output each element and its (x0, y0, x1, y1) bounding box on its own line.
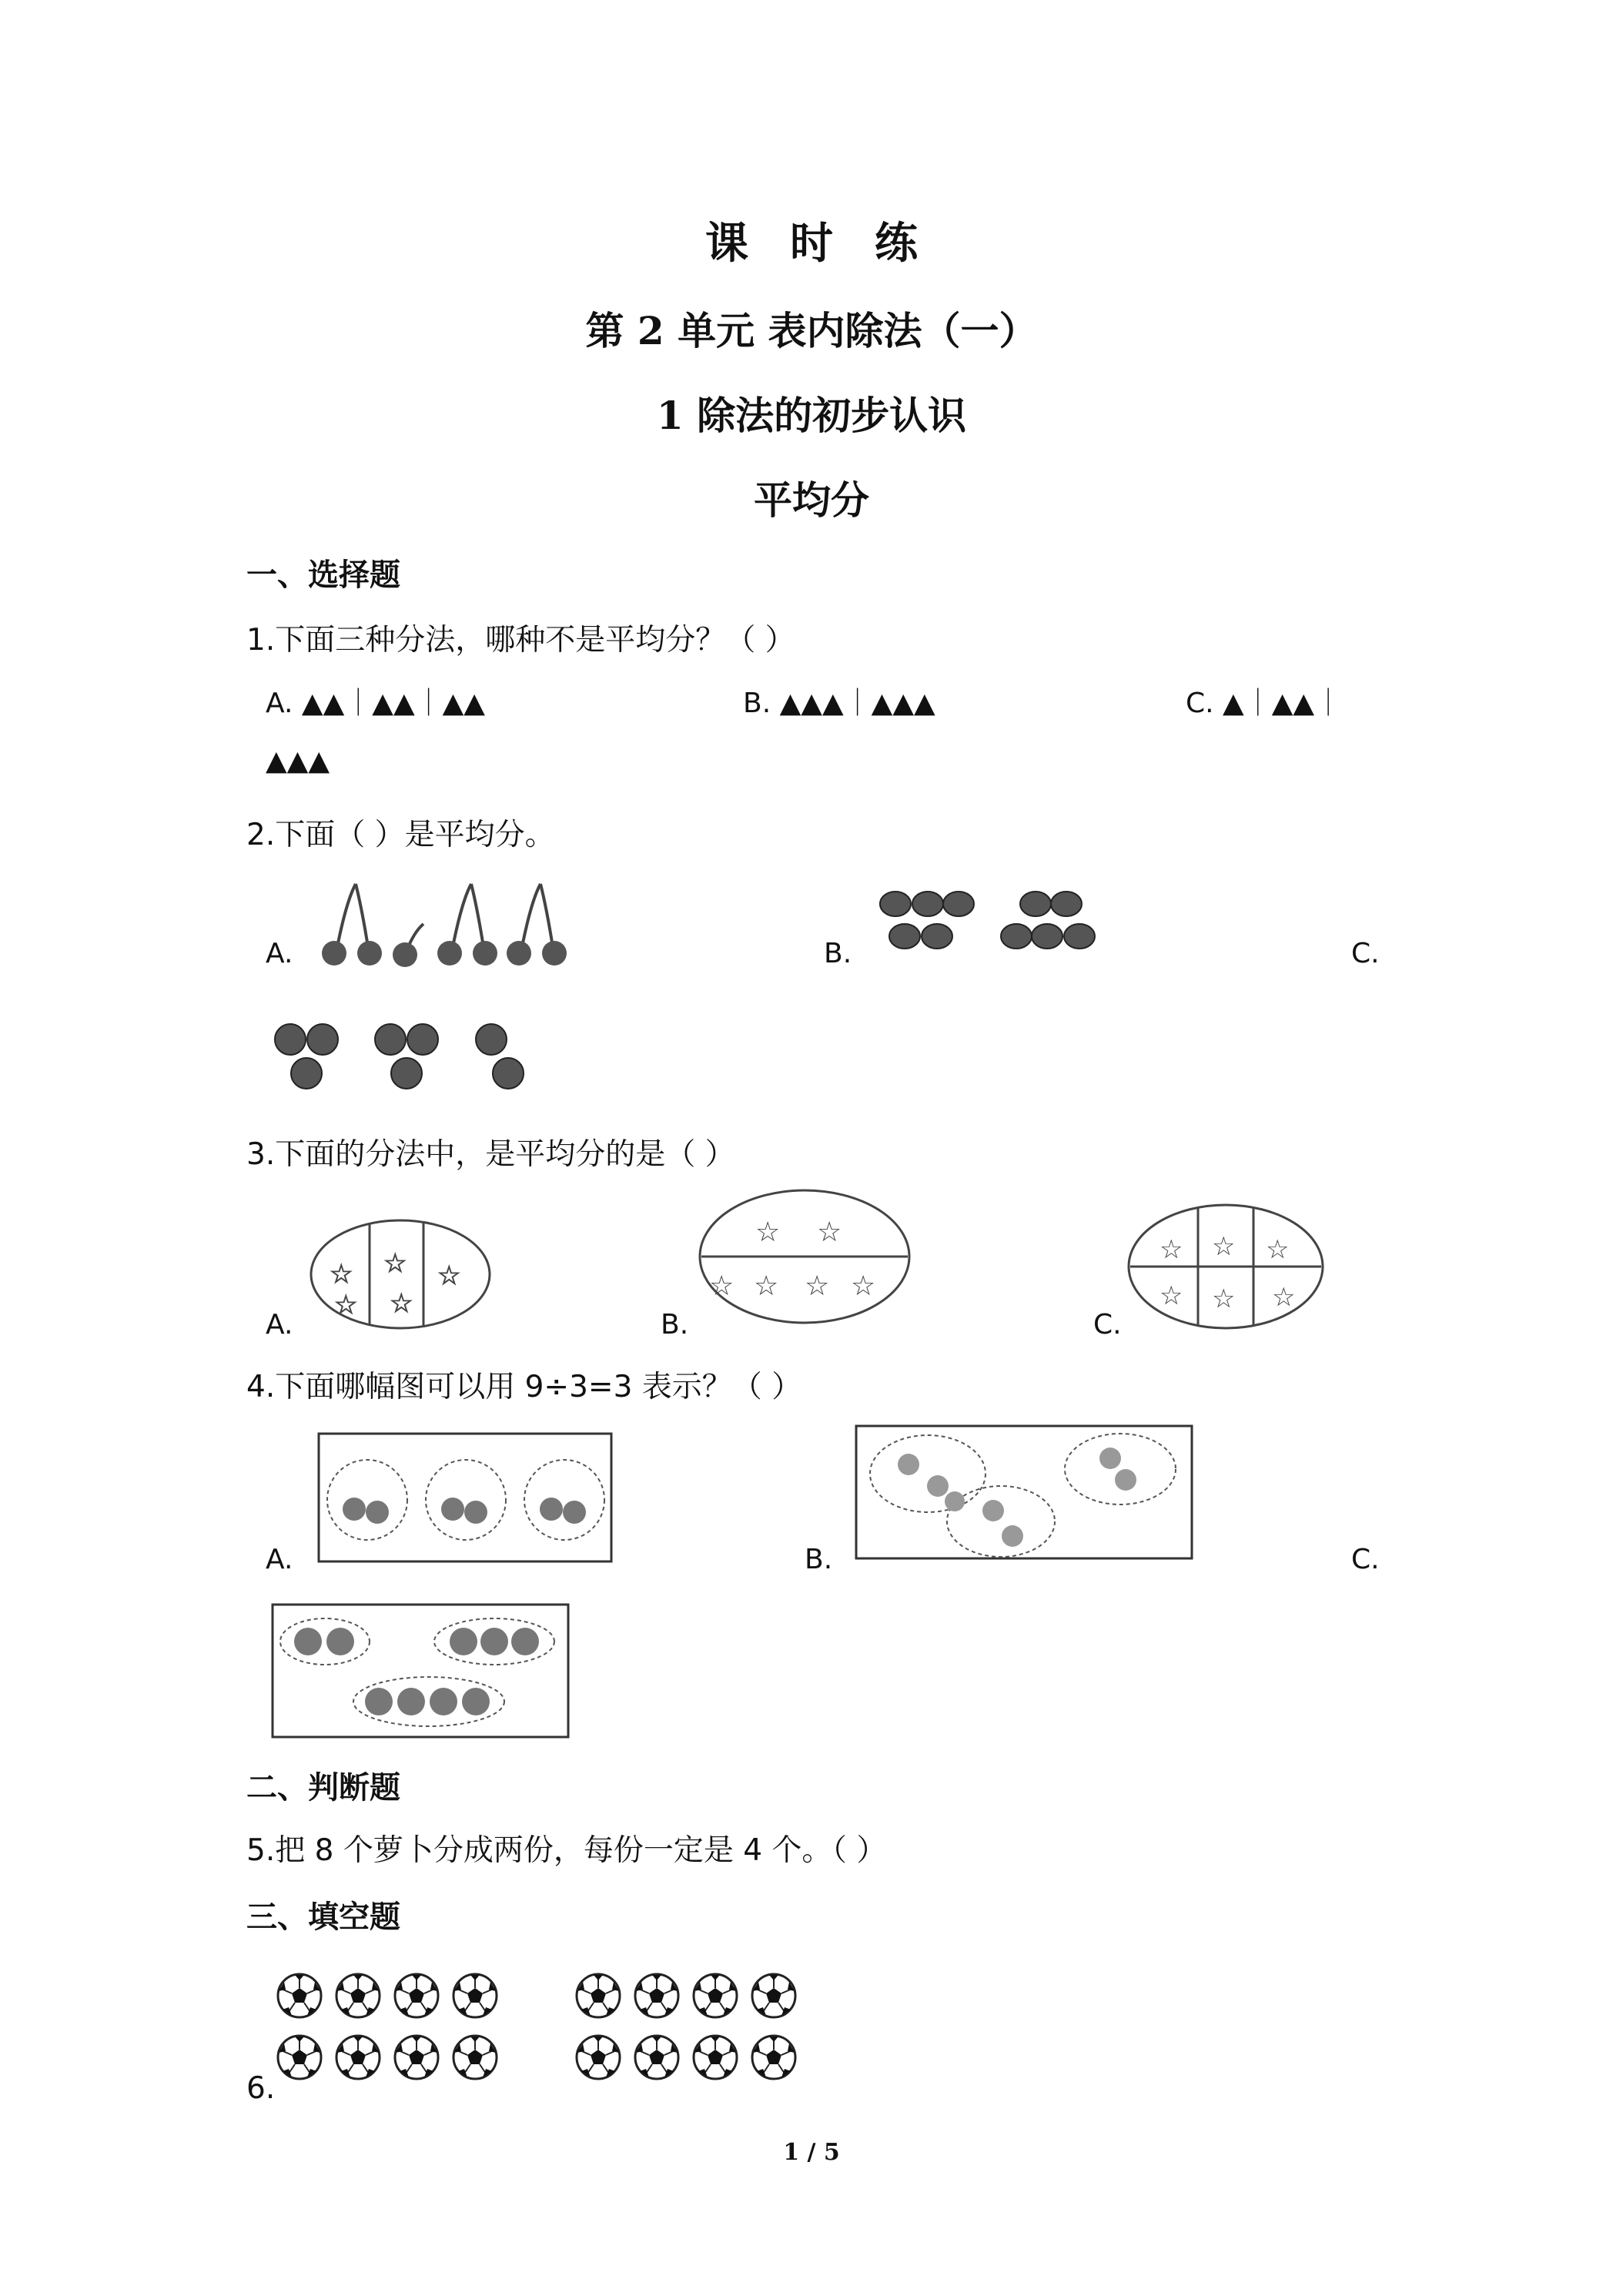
q1-option-c: C. ▲｜▲▲｜ (1186, 688, 1343, 719)
strawberries-picture (874, 885, 1120, 962)
svg-text:☆: ☆ (330, 1259, 353, 1290)
q1-option-a: A. ▲▲｜▲▲｜▲▲ (266, 688, 485, 719)
section-fill-blank: 三、填空题 (246, 1899, 400, 1935)
q1-option-c-continued: ▲▲▲ (266, 745, 330, 777)
svg-text:☆: ☆ (709, 1270, 735, 1302)
svg-text:☆: ☆ (1272, 1282, 1296, 1313)
q4-option-b: B. (805, 1544, 833, 1575)
unit-title: 第 2 单元 表内除法（一） (585, 308, 1038, 353)
svg-text:☆: ☆ (437, 1260, 461, 1291)
svg-text:☆: ☆ (755, 1217, 781, 1248)
question-3: 3.下面的分法中，是平均分的是（ ） (246, 1137, 735, 1172)
oval-two-parts-picture (697, 1187, 912, 1326)
svg-text:☆: ☆ (1160, 1280, 1183, 1311)
q3-option-c: C. (1093, 1309, 1122, 1340)
svg-text:☆: ☆ (1212, 1231, 1236, 1262)
svg-text:☆: ☆ (390, 1288, 413, 1319)
q2-option-a: A. (266, 938, 293, 969)
q1-option-b: B. ▲▲▲｜▲▲▲ (743, 688, 935, 719)
q4-option-a: A. (266, 1544, 293, 1575)
svg-text:☆: ☆ (334, 1290, 358, 1320)
topic-title: 平均分 (754, 477, 869, 523)
section-judgement: 二、判断题 (246, 1770, 400, 1806)
section-choice: 一、选择题 (246, 557, 400, 593)
oval-four-parts-picture (1126, 1201, 1326, 1332)
question-1: 1.下面三种分法，哪种不是平均分？（ ） (246, 623, 795, 658)
fruit-groups-picture (855, 1424, 1193, 1560)
svg-text:☆: ☆ (754, 1270, 779, 1302)
question-5: 5.把 8 个萝卜分成两份，每份一定是 4 个。（ ） (246, 1833, 887, 1868)
svg-text:☆: ☆ (383, 1248, 407, 1279)
question-6-label: 6. (246, 2071, 276, 2106)
page-number: 1 / 5 (783, 2139, 840, 2166)
question-4: 4.下面哪幅图可以用 9÷3=3 表示？（ ） (246, 1370, 802, 1404)
tomato-groups-picture (271, 1603, 570, 1739)
q2-option-c: C. (1351, 938, 1380, 969)
q2-option-b: B. (824, 938, 852, 969)
svg-text:☆: ☆ (851, 1270, 876, 1302)
q3-option-a: A. (266, 1309, 293, 1340)
q4-option-c: C. (1351, 1544, 1380, 1575)
soccer-balls-picture (273, 1962, 797, 2100)
svg-text:☆: ☆ (817, 1217, 842, 1248)
svg-text:☆: ☆ (1160, 1234, 1183, 1265)
question-2: 2.下面（ ）是平均分。 (246, 818, 555, 852)
svg-text:☆: ☆ (1212, 1284, 1236, 1314)
main-title: 课时练 (705, 218, 959, 269)
svg-text:☆: ☆ (1266, 1234, 1290, 1265)
svg-text:☆: ☆ (805, 1270, 830, 1302)
q3-option-b: B. (661, 1309, 689, 1340)
cherries-picture (308, 878, 585, 970)
cherry-groups-picture (317, 1432, 613, 1563)
tomatoes-picture (273, 1016, 535, 1093)
lesson-title: 1 除法的初步认识 (656, 393, 967, 438)
oval-three-parts-picture (308, 1217, 493, 1332)
